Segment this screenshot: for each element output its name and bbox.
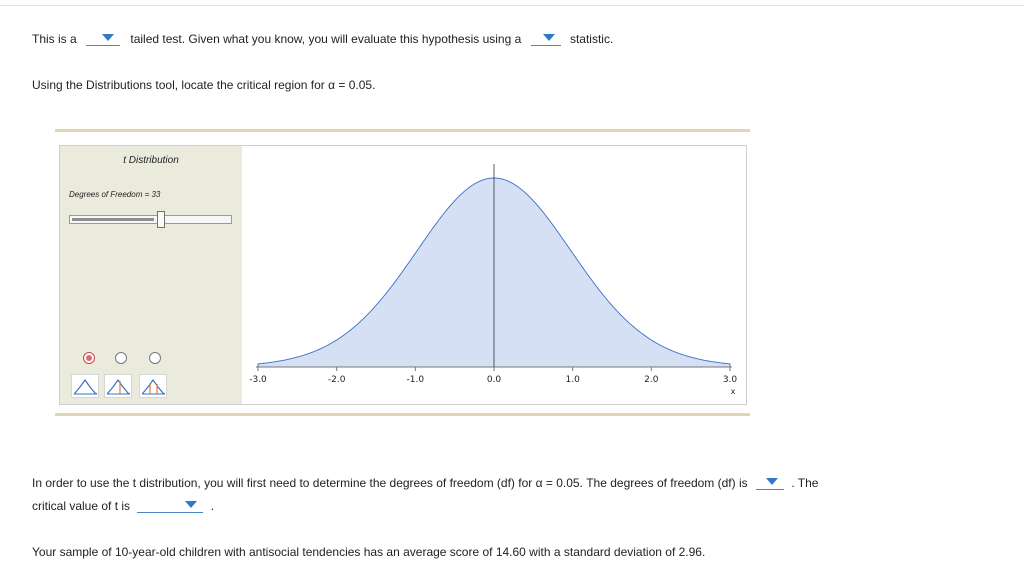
question-tail-type (32, 31, 613, 47)
question-df-line2 (32, 498, 214, 514)
x-tick-label: -3.0 (249, 375, 267, 385)
right-tail-icon[interactable] (104, 374, 132, 398)
q3-text-1: In order to use the t distribution, you will first need to determine the degrees of freedom (df) for α = 0.05. The degrees of freedom (df) is (32, 476, 748, 490)
statistic-type-dropdown[interactable] (531, 31, 561, 46)
x-tick-label: 2.0 (644, 375, 659, 385)
degrees-of-freedom-label: Degrees of Freedom = 33 (69, 190, 161, 199)
x-tick-label: -1.0 (406, 375, 425, 385)
left-tail-icon[interactable] (71, 374, 99, 398)
q1-text-3: statistic. (569, 32, 614, 46)
df-dropdown[interactable] (756, 475, 784, 490)
x-tick-label: 1.0 (565, 375, 580, 385)
radio-two-tailed[interactable] (149, 352, 161, 364)
chevron-down-icon (543, 34, 555, 41)
degrees-of-freedom-slider[interactable] (69, 215, 232, 224)
radio-one-tailed-right[interactable] (115, 352, 127, 364)
x-tick-label: -2.0 (327, 375, 346, 385)
question-critical-region: Using the Distributions tool, locate the critical region for α = 0.05. (32, 78, 376, 92)
top-divider (0, 5, 1024, 6)
x-axis-label: x (730, 387, 736, 396)
t-distribution-plot[interactable] (243, 146, 746, 404)
radio-one-tailed-left[interactable] (83, 352, 95, 364)
chevron-down-icon (766, 478, 778, 485)
q3-text-4: . (210, 499, 215, 513)
q3-text-2: . The (791, 476, 819, 490)
critical-value-dropdown[interactable] (137, 498, 203, 513)
chevron-down-icon (102, 34, 114, 41)
chevron-down-icon (185, 501, 197, 508)
distributions-tool (59, 145, 747, 405)
question-df-line1 (32, 475, 818, 491)
tool-control-panel (60, 146, 242, 404)
slider-fill (72, 218, 154, 221)
sample-description: Your sample of 10-year-old children with antisocial tendencies has an average score of 14.60 with a standard deviation of 2.96. (32, 545, 706, 559)
tail-type-dropdown[interactable] (86, 31, 120, 46)
slider-thumb[interactable] (157, 211, 165, 228)
x-tick-label: 3.0 (722, 375, 738, 385)
distribution-title: t Distribution (123, 155, 179, 166)
tool-bottom-border (55, 413, 750, 416)
q1-text-2: tailed test. Given what you know, you will evaluate this hypothesis using a (130, 32, 522, 46)
two-tail-icon[interactable] (139, 374, 167, 398)
q3-text-3: critical value of t is (32, 499, 131, 513)
tool-top-border (55, 129, 750, 132)
q1-text-1: This is a (32, 32, 77, 46)
x-tick-label: 0.0 (486, 375, 502, 385)
